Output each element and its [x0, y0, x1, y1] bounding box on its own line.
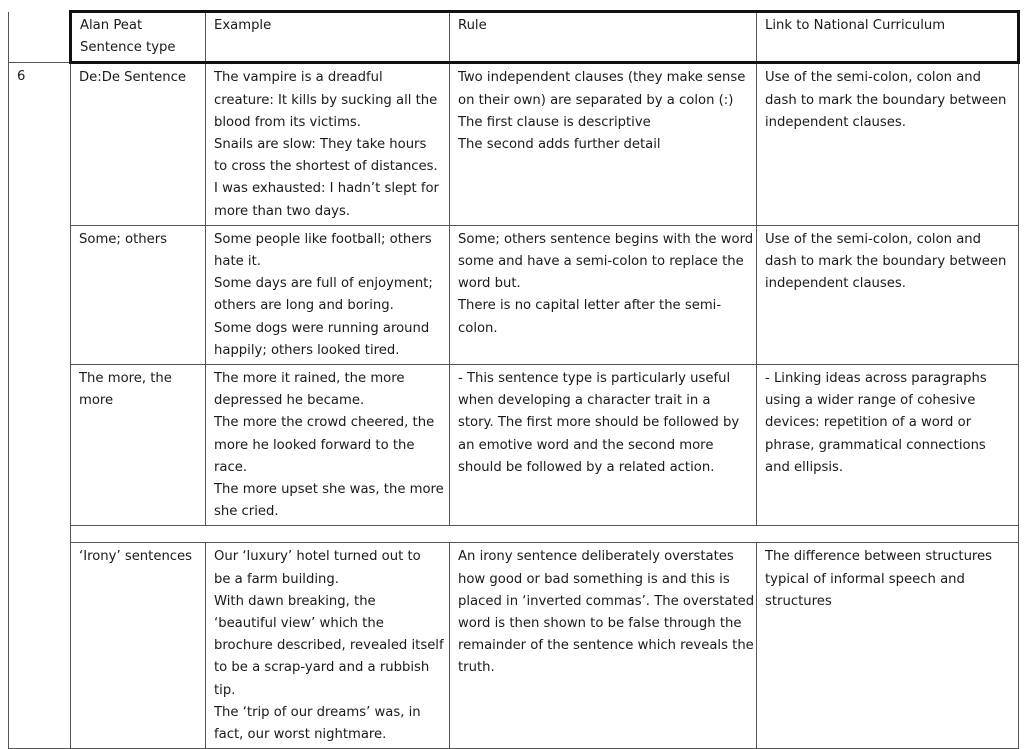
sentence-type-cell: ‘Irony’ sentences — [71, 543, 206, 749]
link-line: dash to mark the boundary between — [765, 92, 1007, 108]
link-line: dash to mark the boundary between — [765, 254, 1007, 270]
link-cell — [757, 63, 1019, 225]
table-row — [9, 225, 1019, 364]
example-line: With dawn breaking, the — [214, 593, 376, 609]
example-line: The ‘trip of our dreams’ was, in — [214, 704, 421, 720]
example-line: The more upset she was, the more — [214, 482, 444, 498]
rule-line: when developing a character trait in a — [458, 393, 711, 409]
link-cell — [757, 543, 1019, 749]
header-blank-cell — [9, 12, 71, 63]
rule-line: word is then shown to be false through the — [458, 616, 742, 632]
rule-line: colon. — [458, 320, 498, 336]
header-link: Link to National Curriculum — [757, 12, 1019, 63]
link-cell — [757, 365, 1019, 526]
example-line: The more the crowd cheered, the — [214, 415, 435, 431]
example-line: Some days are full of enjoyment; — [214, 276, 433, 292]
example-line: I was exhausted: I hadn’t slept for — [214, 181, 439, 197]
example-line: creature: It kills by sucking all the — [214, 92, 438, 108]
sentence-types-table — [8, 10, 1020, 749]
header-example: Example — [206, 12, 450, 63]
rule-line: remainder of the sentence which reveals the — [458, 638, 754, 654]
year-cell: 6 — [9, 63, 71, 749]
table-row — [9, 543, 1019, 749]
rule-cell — [450, 365, 757, 526]
rule-line: Some; others sentence begins with the word — [458, 231, 754, 247]
example-line: she cried. — [214, 504, 279, 520]
rule-cell — [450, 543, 757, 749]
example-cell — [206, 225, 450, 364]
spacer-row — [9, 526, 1019, 543]
example-line: to cross the shortest of distances. — [214, 159, 438, 175]
link-line: phrase, grammatical connections — [765, 437, 986, 453]
link-cell — [757, 225, 1019, 364]
example-line: Our ‘luxury’ hotel turned out to — [214, 549, 421, 565]
link-line: independent clauses. — [765, 114, 906, 130]
link-line: and ellipsis. — [765, 459, 844, 475]
sentence-type-cell: Some; others — [71, 225, 206, 364]
header-line: Sentence type — [80, 40, 176, 56]
example-line: tip. — [214, 682, 236, 698]
rule-line: placed in ‘inverted commas’. The overstated — [458, 593, 755, 609]
rule-line: story. The first more should be followed by — [458, 415, 740, 431]
example-line: Snails are slow: They take hours — [214, 137, 427, 153]
header-rule: Rule — [450, 12, 757, 63]
example-cell — [206, 543, 450, 749]
example-line: Some dogs were running around — [214, 320, 430, 336]
rule-line: The first clause is descriptive — [458, 114, 651, 130]
rule-line: The second adds further detail — [458, 137, 661, 153]
rule-line: - This sentence type is particularly useful — [458, 371, 731, 387]
sentence-type-line: more — [79, 393, 114, 409]
header-sentence-type — [71, 12, 206, 63]
example-cell — [206, 63, 450, 225]
table-row — [9, 63, 1019, 225]
sentence-type-line: The more, the — [79, 371, 172, 387]
link-line: - Linking ideas across paragraphs — [765, 371, 987, 387]
link-line: Use of the semi-colon, colon and — [765, 231, 982, 247]
link-line: devices: repetition of a word or — [765, 415, 972, 431]
rule-line: Two independent clauses (they make sense — [458, 70, 746, 86]
example-line: Some people like football; others — [214, 231, 432, 247]
link-line: Use of the semi-colon, colon and — [765, 70, 982, 86]
table-row — [9, 365, 1019, 526]
example-line: be a farm building. — [214, 571, 339, 587]
example-line: depressed he became. — [214, 393, 365, 409]
rule-line: some and have a semi-colon to replace the — [458, 254, 744, 270]
example-line: blood from its victims. — [214, 114, 361, 130]
link-line: The difference between structures — [765, 549, 993, 565]
rule-line: how good or bad something is and this is — [458, 571, 730, 587]
header-line: Alan Peat — [80, 18, 143, 33]
example-line: fact, our worst nightmare. — [214, 727, 387, 743]
header-row — [9, 12, 1019, 63]
rule-line: There is no capital letter after the semi- — [458, 298, 722, 314]
rule-line: An irony sentence deliberately overstates — [458, 549, 734, 565]
example-line: The vampire is a dreadful — [214, 70, 383, 86]
rule-line: on their own) are separated by a colon (:) — [458, 92, 734, 108]
example-line: more than two days. — [214, 203, 351, 219]
example-line: ‘beautiful view’ which the — [214, 616, 384, 632]
sentence-type-cell — [71, 365, 206, 526]
example-line: others are long and boring. — [214, 298, 394, 314]
example-line: hate it. — [214, 254, 261, 270]
rule-cell — [450, 225, 757, 364]
link-line: typical of informal speech and — [765, 571, 965, 587]
example-line: The more it rained, the more — [214, 371, 405, 387]
spacer-cell — [71, 526, 1019, 543]
example-line: happily; others looked tired. — [214, 342, 400, 358]
link-line: using a wider range of cohesive — [765, 393, 976, 409]
example-cell — [206, 365, 450, 526]
rule-cell — [450, 63, 757, 225]
sentence-type-cell: De:De Sentence — [71, 63, 206, 225]
rule-line: should be followed by a related action. — [458, 459, 715, 475]
example-line: more he looked forward to the — [214, 437, 415, 453]
rule-line: word but. — [458, 276, 521, 292]
rule-line: an emotive word and the second more — [458, 437, 714, 453]
example-line: to be a scrap-yard and a rubbish — [214, 660, 430, 676]
example-line: race. — [214, 459, 248, 475]
example-line: brochure described, revealed itself — [214, 638, 444, 654]
link-line: independent clauses. — [765, 276, 906, 292]
rule-line: truth. — [458, 660, 495, 676]
link-line: structures — [765, 593, 832, 609]
